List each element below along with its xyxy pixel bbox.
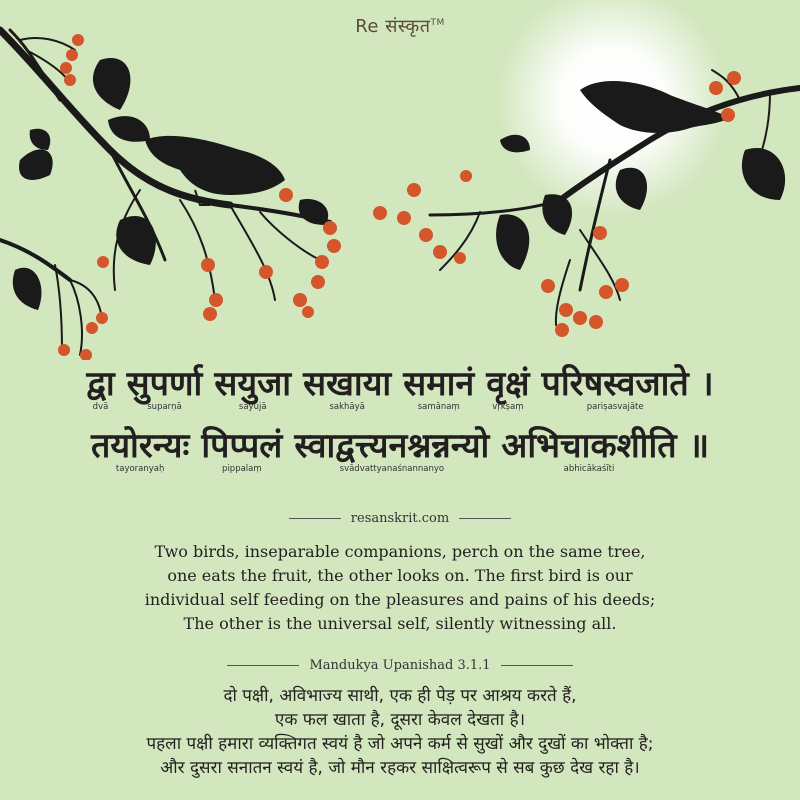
sanskrit-verse-line-2 [0,426,800,475]
verse-devanagari: अभिचाकशीति [501,426,677,466]
hindi-line: दो पक्षी, अविभाज्य साथी, एक ही पेड़ पर आश्रय करते हैं, [223,686,577,706]
english-line: Two birds, inseparable companions, perch on the same tree, [154,542,646,561]
verse-word [294,426,489,475]
english-line: individual self feeding on the pleasures and pains of his deeds; [144,590,656,609]
verse-word [542,364,689,413]
verse-devanagari: परिषस्वजाते [541,364,689,404]
hindi-line: पहला पक्षी हमारा व्यक्तिगत स्वयं है जो अपने कर्म से सुखों और दुखों का भोक्ता है; [146,734,654,754]
verse-devanagari: समानं [403,364,475,404]
verse-double-danda [689,426,709,475]
verse-transliteration: vṛkṣaṃ [492,402,524,412]
verse-word [486,364,529,413]
english-line: The other is the universal self, silently witnessing all. [183,614,617,633]
verse-word [303,364,391,413]
verse-word [501,426,676,475]
source-citation: Mandukya Upanishad 3.1.1 [309,658,491,673]
verse-word [403,364,474,413]
verse-devanagari: पिप्पलं [201,426,283,466]
verse-devanagari: द्वा [86,364,115,404]
verse-word [201,426,282,475]
logo-text: Re संस्कृत [355,16,431,37]
sanskrit-verse-line-1 [0,364,800,413]
hindi-line: और दुसरा सनातन स्वयं है, जो मौन रहकर साक्षित्वरूप से सब कुछ देख रहा है। [160,758,640,778]
verse-transliteration: pippalaṃ [222,464,262,474]
logo-trademark: TM [430,18,445,28]
verse-devanagari: सखाया [303,364,392,404]
verse-transliteration: tayoranyaḥ [115,464,165,474]
verse-transliteration: sayujā [238,402,267,412]
hindi-line: एक फल खाता है, दूसरा केवल देखता है। [274,710,526,730]
website-link[interactable]: resanskrit.com [350,511,450,526]
source-divider [0,658,800,673]
verse-devanagari: वृक्षं [486,364,530,404]
illustration-birds-tree [0,0,800,360]
verse-devanagari: सयुजा [214,364,292,404]
verse-word [91,426,189,475]
divider-rule [227,665,299,666]
divider-rule [501,665,573,666]
verse-danda [701,364,714,413]
verse-devanagari: स्वाद्वत्त्यनश्नन्नन्यो [294,426,490,466]
verse-transliteration: pariṣasvajāte [586,402,644,412]
english-translation [0,540,800,636]
verse-word [86,364,114,413]
verse-transliteration: samānaṃ [417,402,460,412]
divider-rule [289,518,341,519]
verse-devanagari: सुपर्णा [126,364,203,404]
verse-word [127,364,203,413]
verse-transliteration: suparṇā [147,402,182,412]
verse-transliteration: svādvattyanaśnannanyo [339,464,445,474]
website-divider [0,511,800,526]
divider-rule [459,518,511,519]
verse-transliteration: abhicākaśīti [563,464,615,474]
verse-devanagari: । [700,364,714,404]
hindi-translation [0,684,800,780]
verse-word [214,364,291,413]
verse-transliteration: dvā [92,402,109,412]
verse-devanagari: ॥ [688,426,710,466]
verse-transliteration: sakhāyā [329,402,365,412]
english-line: one eats the fruit, the other looks on. The first bird is our [167,566,633,585]
verse-devanagari: तयोरन्यः [90,426,190,466]
